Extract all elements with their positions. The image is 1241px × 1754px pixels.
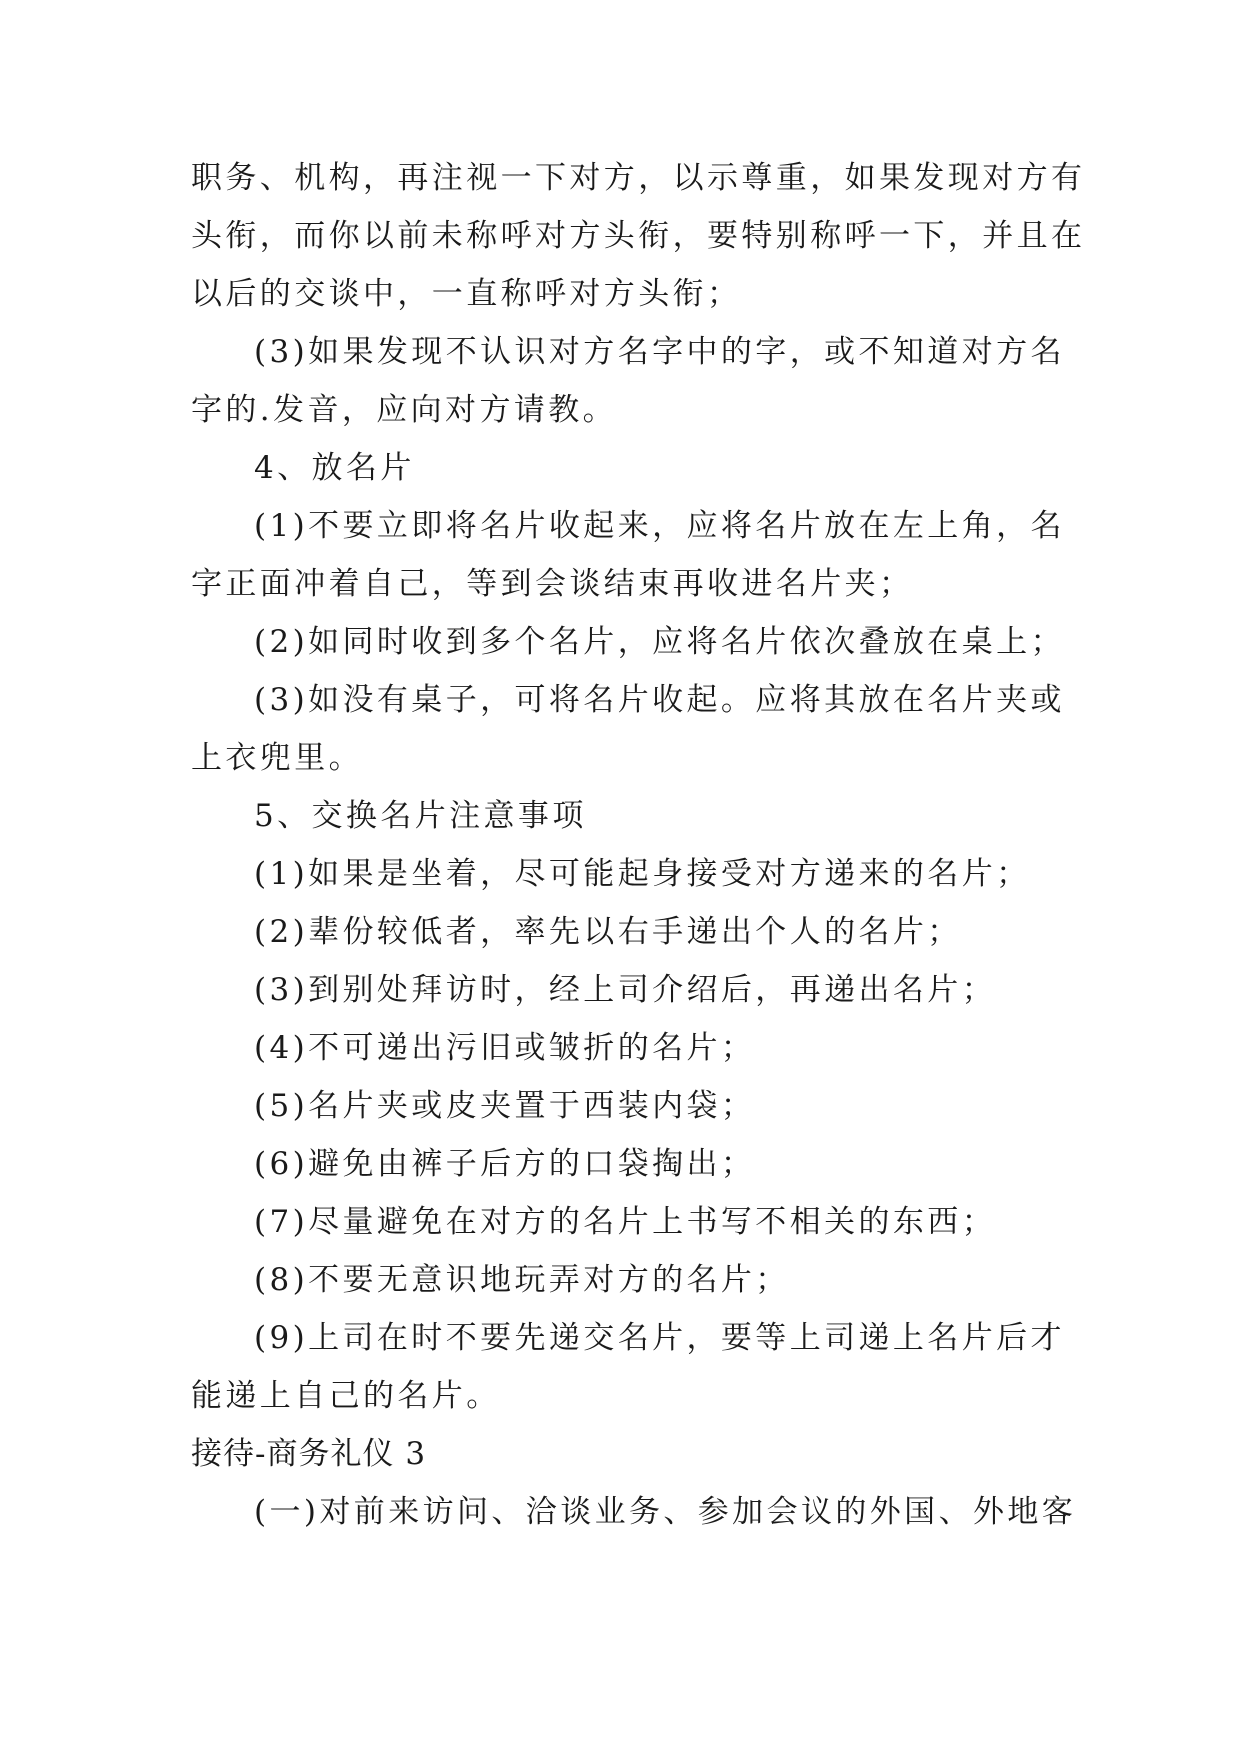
section-heading: 4、放名片 <box>254 450 415 486</box>
list-item-line: (4)不可递出污旧或皱折的名片； <box>254 1030 756 1066</box>
list-item-line: (9)上司在时不要先递交名片，要等上司递上名片后才 <box>254 1320 1065 1356</box>
list-item-line: (3)到别处拜访时，经上司介绍后，再递出名片； <box>254 972 997 1008</box>
list-item-line: (1)不要立即将名片收起来，应将名片放在左上角，名 <box>254 508 1065 544</box>
list-item-line: 上衣兜里。 <box>191 740 363 776</box>
paragraph-line: 职务、机构，再注视一下对方，以示尊重，如果发现对方有 <box>191 160 1086 196</box>
list-item-line: 字正面冲着自己，等到会谈结束再收进名片夹； <box>191 566 914 602</box>
section-title: 接待-商务礼仪 3 <box>191 1436 427 1472</box>
list-item-line: 能递上自己的名片。 <box>191 1378 501 1414</box>
list-item-line: (6)避免由裤子后方的口袋掏出； <box>254 1146 756 1182</box>
paragraph-line: 头衔，而你以前未称呼对方头衔，要特别称呼一下，并且在 <box>191 218 1086 254</box>
list-item-line: (7)尽量避免在对方的名片上书写不相关的东西； <box>254 1204 997 1240</box>
list-item-line: (3)如没有桌子，可将名片收起。应将其放在名片夹或 <box>254 682 1065 718</box>
paragraph-line: 以后的交谈中，一直称呼对方头衔； <box>191 276 742 312</box>
list-item-line: (8)不要无意识地玩弄对方的名片； <box>254 1262 790 1298</box>
list-item-line: (5)名片夹或皮夹置于西装内袋； <box>254 1088 756 1124</box>
list-item-line: (2)如同时收到多个名片，应将名片依次叠放在桌上； <box>254 624 1065 660</box>
section-heading: 5、交换名片注意事项 <box>254 798 587 834</box>
list-item-line: (3)如果发现不认识对方名字中的字，或不知道对方名 <box>254 334 1065 370</box>
list-item-line: (2)辈份较低者，率先以右手递出个人的名片； <box>254 914 962 950</box>
list-item-line: 字的.发音，应向对方请教。 <box>191 392 618 428</box>
paragraph-line: (一)对前来访问、洽谈业务、参加会议的外国、外地客 <box>254 1494 1077 1530</box>
list-item-line: (1)如果是坐着，尽可能起身接受对方递来的名片； <box>254 856 1031 892</box>
